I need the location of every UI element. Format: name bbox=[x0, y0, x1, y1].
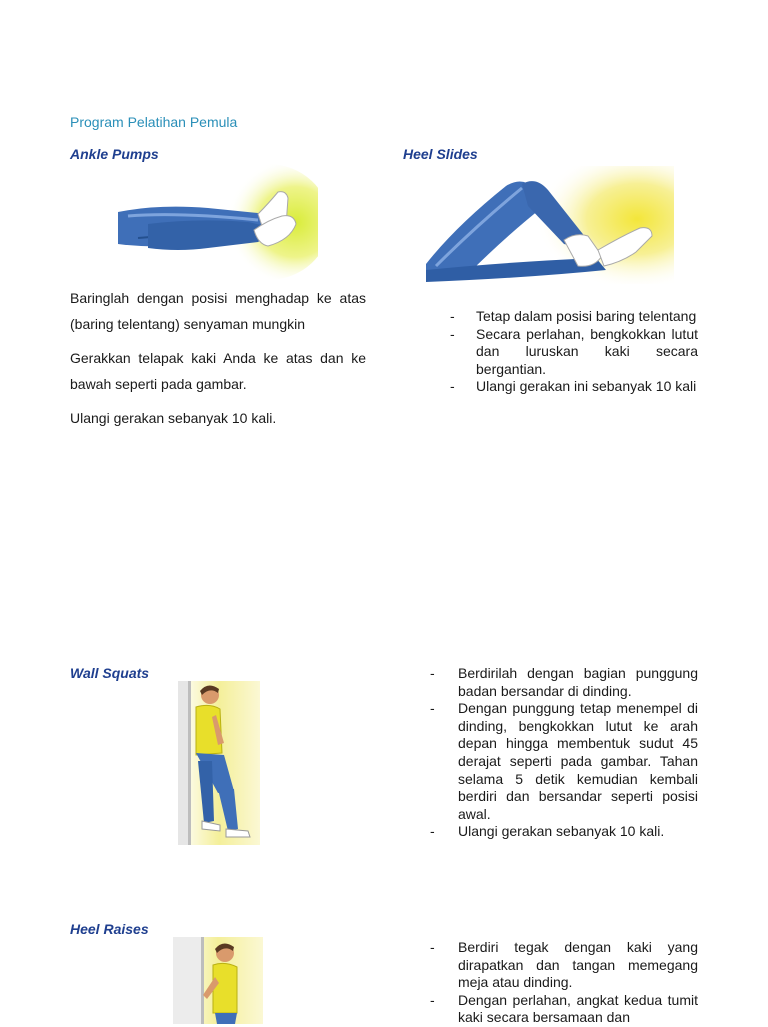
wall-squats-heading: Wall Squats bbox=[70, 665, 150, 681]
heel-slides-illustration bbox=[426, 166, 674, 284]
list-item: - Berdiri tegak dengan kaki yang dirapatkan dan tangan memegang meja atau dinding. bbox=[430, 939, 698, 992]
ankle-pumps-illustration bbox=[118, 164, 318, 282]
heel-slides-steps bbox=[450, 308, 698, 396]
wall-squats-list bbox=[430, 665, 698, 841]
heel-raises-steps bbox=[430, 939, 698, 1027]
document-title: Program Pelatihan Pemula bbox=[70, 114, 238, 130]
heel-raises-heading: Heel Raises bbox=[70, 921, 149, 937]
wall-squats-illustration bbox=[178, 681, 260, 845]
list-item: - Berdirilah dengan bagian punggung badan bersandar di dinding. bbox=[430, 665, 698, 700]
list-item: - Ulangi gerakan ini sebanyak 10 kali bbox=[450, 378, 698, 396]
list-item: - Dengan perlahan, angkat kedua tumit kaki secara bersamaan dan bbox=[430, 992, 698, 1027]
ankle-pumps-text bbox=[70, 285, 366, 439]
heel-raises-illustration bbox=[173, 937, 263, 1024]
list-item: - Secara perlahan, bengkokkan lutut dan luruskan kaki secara bergantian. bbox=[450, 326, 698, 379]
ankle-pumps-paragraph: Gerakkan telapak kaki Anda ke atas dan ke bawah seperti pada gambar. bbox=[70, 350, 366, 392]
ankle-pumps-heading: Ankle Pumps bbox=[70, 146, 159, 162]
wall-squats-steps bbox=[430, 665, 698, 841]
heel-raises-list bbox=[430, 939, 698, 1027]
heel-slides-list bbox=[450, 308, 698, 396]
list-item: - Dengan punggung tetap menempel di dinding, bengkokkan lutut ke arah depan hingga membentuk sudut 45 derajat seperti pada gambar. Tahan selama 5 detik kemudian kembali berdiri dan bersandar seperti posisi awal. bbox=[430, 700, 698, 823]
heel-slides-heading: Heel Slides bbox=[403, 146, 478, 162]
list-item: - Ulangi gerakan sebanyak 10 kali. bbox=[430, 823, 698, 841]
list-item: - Tetap dalam posisi baring telentang bbox=[450, 308, 698, 326]
ankle-pumps-paragraph: Ulangi gerakan sebanyak 10 kali. bbox=[70, 410, 277, 426]
ankle-pumps-paragraph: Baringlah dengan posisi menghadap ke atas (baring telentang) senyaman mungkin bbox=[70, 290, 366, 332]
